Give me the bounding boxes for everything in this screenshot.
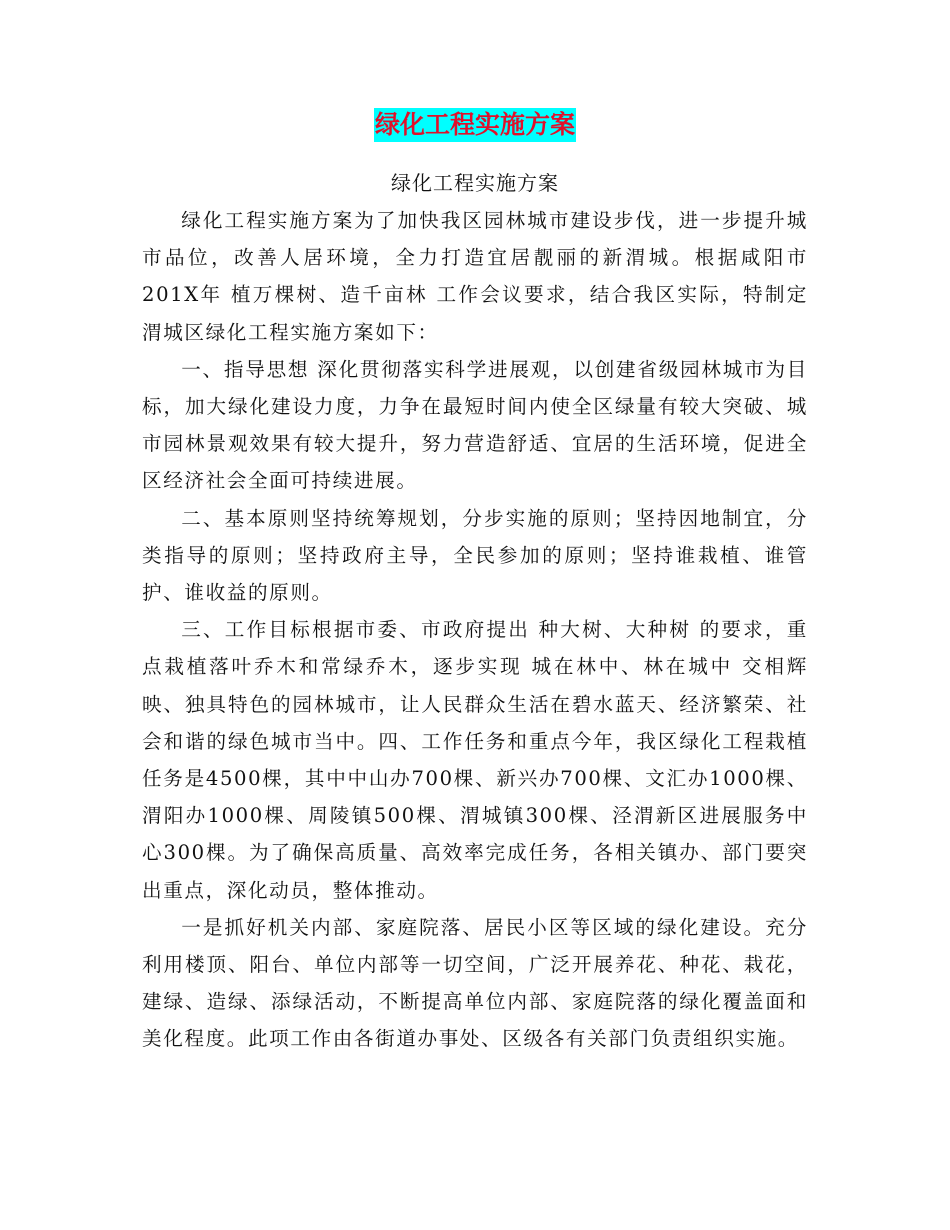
paragraph-basic-principles: 二、基本原则坚持统筹规划，分步实施的原则；坚持因地制宜，分类指导的原则；坚持政府主导，全民参加的原则；坚持谁栽植、谁管护、谁收益的原则。 — [142, 506, 808, 605]
paragraph-intro: 绿化工程实施方案为了加快我区园林城市建设步伐，进一步提升城市品位，改善人居环境，全力打造宜居靓丽的新渭城。根据咸阳市201X年 植万棵树、造千亩林 工作会议要求，结合我区实际，特制定渭城区绿化工程实施方案如下： — [142, 209, 808, 344]
paragraph-first-task: 一是抓好机关内部、家庭院落、居民小区等区域的绿化建设。充分利用楼顶、阳台、单位内部等一切空间，广泛开展养花、种花、栽花，建绿、造绿、添绿活动，不断提高单位内部、家庭院落的绿化覆盖面和美化程度。此项工作由各街道办事处、区级各有关部门负责组织实施。 — [142, 915, 808, 1051]
paragraph-work-goals: 三、工作目标根据市委、市政府提出 种大树、大种树 的要求，重点栽植落叶乔木和常绿乔木，逐步实现 城在林中、林在城中 交相辉映、独具特色的园林城市，让人民群众生活在碧水蓝天、经济繁荣、社会和谐的绿色城市当中。四、工作任务和重点今年，我区绿化工程栽植任务是4500棵，其中中山办700棵、新兴办700棵、文汇办1000棵、渭阳办1000棵、周陵镇500棵、渭城镇300棵、泾渭新区进展服务中心300棵。为了确保高质量、高效率完成任务，各相关镇办、部门要突出重点，深化动员，整体推动。 — [142, 618, 808, 902]
document-title: 绿化工程实施方案 — [374, 108, 576, 142]
paragraph-guiding-thought: 一、指导思想 深化贯彻落实科学进展观，以创建省级园林城市为目标，加大绿化建设力度，力争在最短时间内使全区绿量有较大突破、城市园林景观效果有较大提升，努力营造舒适、宜居的生活环境，促进全区经济社会全面可持续进展。 — [142, 357, 808, 493]
document-body — [142, 202, 808, 1058]
title-container — [0, 108, 950, 142]
document-subtitle: 绿化工程实施方案 — [391, 171, 559, 195]
